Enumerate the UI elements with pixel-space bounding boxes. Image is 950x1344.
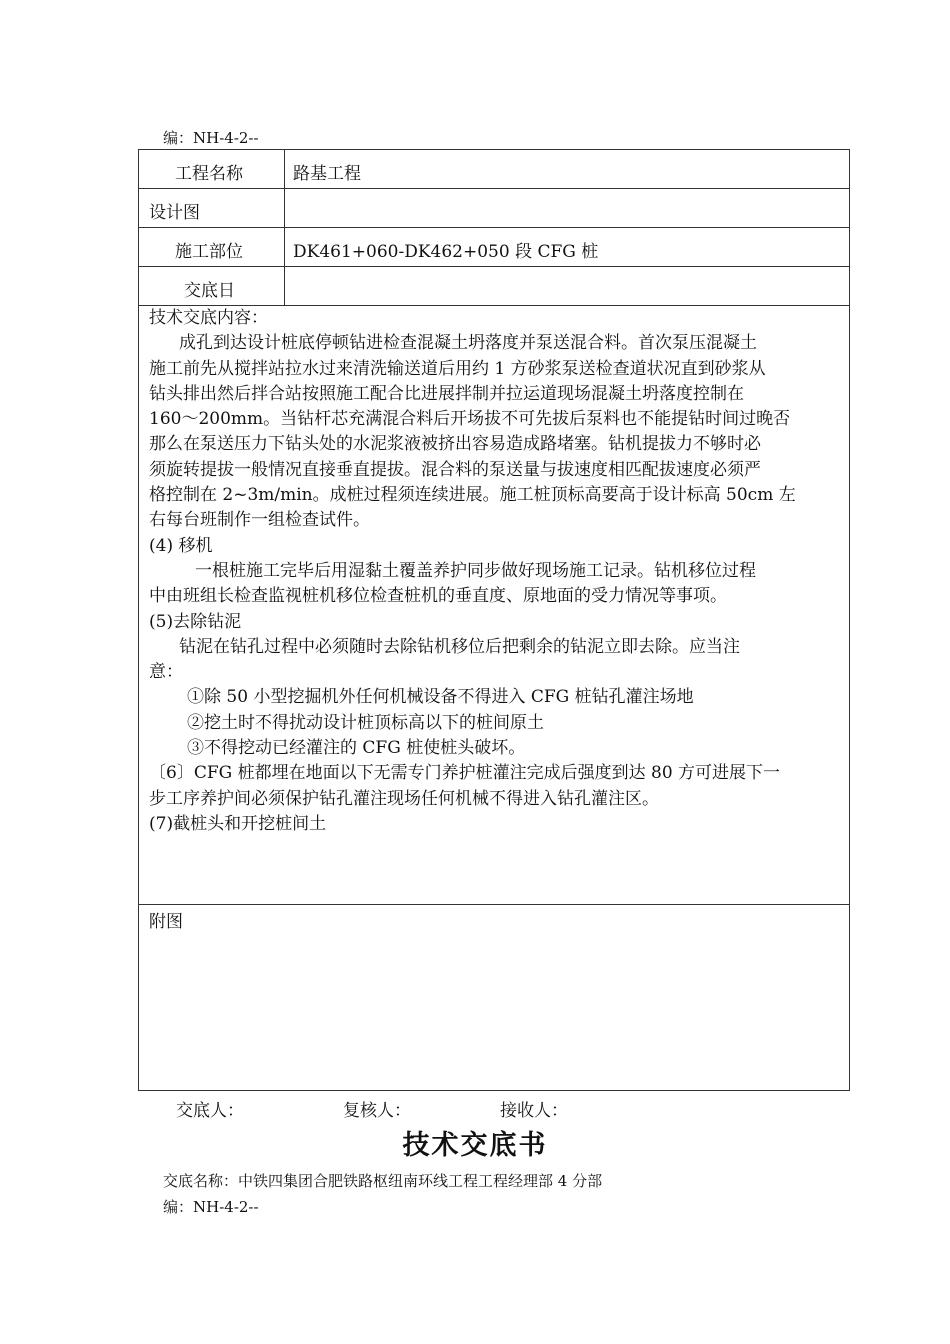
- disclosure-content: [149, 306, 839, 837]
- document-code: 编：NH-4-2--: [163, 129, 259, 147]
- disclosure-name-line: 交底名称：中铁四集团合肥铁路枢纽南环线工程工程经理部 4 分部: [163, 1172, 603, 1190]
- row-divider: [139, 904, 849, 905]
- list-item: ①除 50 小型挖掘机外任何机械设备不得进入 CFG 桩钻孔灌注场地: [187, 687, 694, 708]
- content-line: 〔6〕CFG 桩都埋在地面以下无需专门养护桩灌注完成后强度到达 80 方可进展下一: [149, 763, 781, 784]
- reviewer-signature-label: 复核人：: [343, 1101, 411, 1121]
- content-line: 一根桩施工完毕后用湿黏土覆盖养护同步做好现场施工记录。钻机移位过程: [195, 560, 756, 581]
- column-divider: [284, 150, 285, 305]
- section-heading: (5)去除钻泥: [149, 611, 242, 632]
- presenter-signature-label: 交底人：: [176, 1101, 244, 1121]
- content-line: 中由班组长检查监视桩机移位检查桩机的垂直度、原地面的受力情况等事项。: [149, 586, 727, 607]
- location-label: 施工部位: [175, 242, 243, 262]
- receiver-signature-label: 接收人：: [500, 1101, 568, 1121]
- appendix-label: 附图: [149, 912, 183, 932]
- section-heading: (4) 移机: [149, 535, 213, 556]
- content-line: 钻泥在钻孔过程中必须随时去除钻机移位后把剩余的钻泥立即去除。应当注: [179, 636, 740, 657]
- content-line: 格控制在 2~3m/min。成桩过程须连续进展。施工桩顶标高要高于设计标高 50cm 左: [149, 485, 796, 506]
- content-heading: 技术交底内容：: [149, 308, 268, 328]
- content-line: 钻头排出然后拌合站按照施工配合比进展拌制并拉运道现场混凝土坍落度控制在: [149, 383, 744, 404]
- content-line: 右每台班制作一组检查试件。: [149, 510, 370, 531]
- section-heading: (7)截桩头和开挖桩间土: [149, 813, 327, 834]
- date-label: 交底日: [184, 281, 235, 301]
- project-name-value: 路基工程: [293, 164, 361, 184]
- content-line: 意：: [149, 662, 183, 683]
- list-item: ②挖土时不得扰动设计桩顶标高以下的桩间原土: [187, 712, 544, 733]
- row-divider: [139, 266, 849, 267]
- location-value: DK461+060-DK462+050 段 CFG 桩: [293, 242, 599, 262]
- list-item: ③不得挖动已经灌注的 CFG 桩使桩头破坏。: [187, 738, 526, 759]
- content-line: 须旋转提拔一般情况直接垂直提拔。混合料的泵送量与拔速度相匹配拔速度必须严: [149, 459, 761, 480]
- content-line: 成孔到达设计桩底停顿钻进检查混凝土坍落度并泵送混合料。首次泵压混凝土: [179, 333, 757, 354]
- content-line: 施工前先从搅拌站拉水过来清洗输送道后用约 1 方砂浆泵送检查道状况直到砂浆从: [149, 358, 766, 379]
- row-divider: [139, 227, 849, 228]
- content-line: 步工序养护间必须保护钻孔灌注现场任何机械不得进入钻孔灌注区。: [149, 788, 659, 809]
- row-divider: [139, 188, 849, 189]
- content-line: 那么在泵送压力下钻头处的水泥浆液被挤出容易造成路堵塞。钻机提拔力不够时必: [149, 434, 761, 455]
- design-label: 设计图: [149, 203, 200, 223]
- disclosure-table: [138, 149, 850, 1091]
- content-line: 160～200mm。当钻杆芯充满混合料后开场拔不可先拔后泵料也不能提钻时间过晚否: [149, 409, 791, 430]
- project-name-label: 工程名称: [175, 164, 243, 184]
- document-title: 技术交底书: [402, 1130, 548, 1161]
- document-code: 编：NH-4-2--: [163, 1198, 259, 1216]
